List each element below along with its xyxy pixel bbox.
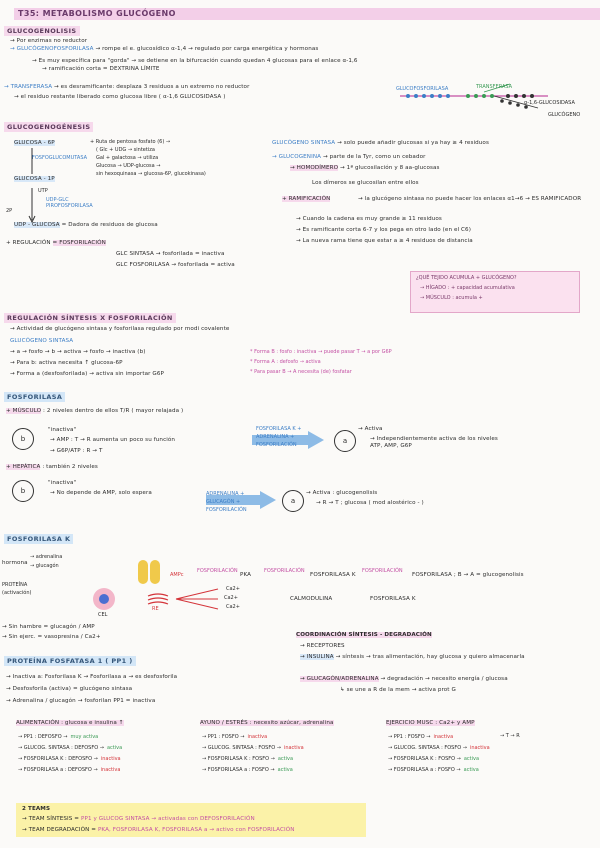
- text-line: → RECEPTORES: [300, 643, 345, 649]
- label-activacion: (activación): [2, 590, 32, 596]
- label-fosforilacion: FOSFORILACIÓN: [362, 568, 403, 574]
- text-line: + REGULACIÓN = FOSFORILACIÓN: [6, 240, 106, 246]
- text-line: → Por enzimas no reductor: [10, 38, 88, 44]
- text-line: → Es ramificante corta 6-7 y los pega en otro lado (en el C6): [296, 227, 471, 233]
- text-line: → Cuando la cadena es muy grande ≥ 11 residuos: [296, 216, 442, 222]
- label-proteina: PROTEÍNA: [2, 582, 28, 588]
- text-line: GLC SINTASA → fosforilada = inactiva: [116, 251, 225, 257]
- label-re: RE: [152, 606, 159, 612]
- table-row: [18, 745, 122, 751]
- text-line: → Desfosforila (activa) = glucógeno sintasa: [6, 686, 133, 692]
- text-line: → Forma a (desfosforilada) → activa sin importar G6P: [10, 371, 164, 377]
- note-line: Glucosa → UDP-glucosa →: [96, 163, 161, 169]
- table-cell-label: → FOSFORILASA a : FOSFO →: [388, 767, 461, 773]
- text-line: GLUCÓGENO SINTASA → solo puede añadir glucosas si ya hay ≥ 4 residuos: [272, 140, 489, 146]
- enzyme-a-circle: a: [282, 490, 304, 512]
- label-hormona: hormona: [2, 560, 28, 566]
- note-line: sin hexoquinasa → glucosa-6P, glucokinasa): [96, 171, 206, 177]
- table-cell-label: → GLUCOG. SINTASA : FOSFO →: [388, 745, 467, 751]
- label-fosforilasa-k: FOSFORILASA K: [370, 596, 416, 602]
- text-line: → ramificación corta = DEXTRINA LÍMITE: [42, 66, 160, 72]
- table-row: [202, 756, 293, 762]
- label-calmodulina: CALMODULINA: [290, 596, 333, 602]
- text-line: → la glucógeno sintasa no puede hacer los enlaces α1→6 → ES RAMIFICADOR: [358, 196, 582, 202]
- text-line: → AMP : T → R aumenta un poco su función: [50, 437, 176, 443]
- note-line: ( Glc + UDG → sintetiza: [96, 147, 155, 153]
- text-line: + RAMIFICACIÓN: [282, 196, 331, 202]
- enzyme-a-circle: a: [334, 430, 356, 452]
- table-row: [202, 767, 293, 773]
- label-ca: Ca2+: [226, 604, 240, 610]
- text-line: → a → fosfo → b → activa → fosfo → inactiva (b): [10, 349, 146, 355]
- enzyme-name: → GLUCÓGENOFOSFORILASA: [10, 46, 94, 52]
- label-fosforilacion: FOSFORILACIÓN: [197, 568, 238, 574]
- note-line: + Ruta de pentosa fosfato (6) →: [90, 139, 171, 145]
- label-ca: Ca2+: [226, 586, 240, 592]
- table-cell-label: → FOSFORILASA K : FOSFO →: [388, 756, 461, 762]
- text-line: ↳ se une a R de la mem → activa prot G: [340, 687, 456, 693]
- label-glucofosforilasa: GLUCOFOSFORILASA: [396, 86, 449, 92]
- label-glucagon: → glucagón: [30, 563, 59, 569]
- er-icon: [146, 592, 170, 606]
- section-glucogenogenesis-header: GLUCOGENOGÉNESIS: [4, 122, 93, 132]
- enzyme-udpglc-pirofosforilasa: UDP-GLC PIROFOSFORILASA: [46, 197, 93, 209]
- label-glucosidasa: α-1,6-GLUCOSIDASA: [524, 100, 575, 106]
- table-cell-label: → FOSFORILASA K : FOSFO →: [202, 756, 275, 762]
- table-row: [202, 734, 267, 740]
- text-line: → R → T ; glucosa ( mod alostérico - ): [316, 500, 424, 506]
- text-detail: → rompe el e. glucosídico α-1,4 → regulado por carga energética y hormonas: [95, 46, 319, 52]
- table-cell-value: inactiva: [283, 745, 304, 751]
- table-cell-value: inactiva: [100, 756, 121, 762]
- table-row: [18, 767, 120, 773]
- label-adrenalina: → adrenalina: [30, 554, 63, 560]
- text-line: → Independientemente activa de los niveles ATP, AMP, G6P: [370, 436, 498, 449]
- text-line: "inactiva": [48, 427, 77, 433]
- question-answer: → HÍGADO : + capacidad acumulativa: [420, 285, 515, 291]
- table-row: [388, 767, 479, 773]
- table-cell-value: activa: [277, 767, 293, 773]
- text-line: → Adrenalina / glucagón → fosforilan PP1 = inactiva: [6, 698, 156, 704]
- table-cell-value: inactiva: [100, 767, 121, 773]
- metabolite-udp-glucosa: UDP - GLUCOSA = Dadora de residuos de glucosa: [14, 222, 158, 228]
- text-line: + MÚSCULO : 2 niveles dentro de ellos T/R ( mayor relajada ): [6, 408, 184, 414]
- table-cell-label: → FOSFORILASA a : DEFOSFO →: [18, 767, 98, 773]
- table-cell-value: activa: [463, 767, 479, 773]
- text-line: * Forma B : fosfo : inactiva → puede pasar T → a por G6P: [250, 349, 392, 355]
- arrow-label: ADRENALINA + GLUCAGÓN + FOSFORILACIÓN: [206, 491, 247, 513]
- table-cell-value: muy activa: [70, 734, 99, 740]
- table-cell-label: → FOSFORILASA K : DEFOSFO →: [18, 756, 98, 762]
- text-line: [10, 46, 318, 53]
- table-cell-label: → GLUCOG. SINTASA : FOSFO →: [202, 745, 281, 751]
- text-line: * Para pasar B → A necesita (de) fosfatar: [250, 369, 352, 375]
- table-header: ALIMENTACIÓN : glucosa e insulina ↑: [16, 720, 124, 726]
- text-line: → Activa : glucogenolisis: [306, 490, 378, 496]
- table-cell-value: activa: [106, 745, 123, 751]
- label-pka: PKA: [240, 572, 252, 578]
- text-line: → Activa: [358, 426, 383, 432]
- label-fosforilasa-b-a: FOSFORILASA ; B → A = glucogenolisis: [412, 572, 524, 578]
- text-line: → Es muy específica para "gorda" → se detiene en la bifurcación cuando quedan 4 glucosas para el enlace α-1,6: [32, 58, 358, 64]
- table-cell-label: → PP1 : FOSFO →: [202, 734, 245, 740]
- text-line: → Actividad de glucógeno sintasa y fosforilasa regulado por modi covalente: [10, 326, 230, 332]
- text-line: → GLUCAGÓN/ADRENALINA → degradación → necesito energía / glucosa: [300, 676, 508, 682]
- label-ca: Ca2+: [224, 595, 238, 601]
- subheader-sintasa: GLUCÓGENO SINTASA: [10, 338, 74, 344]
- text-line: → Sin hambre = glucagón / AMP: [2, 624, 95, 630]
- table-cell-label: → PP1 : FOSFO →: [388, 734, 431, 740]
- table-cell-label: → FOSFORILASA a : FOSFO →: [202, 767, 275, 773]
- enzyme-fosfoglucomutasa: FOSFOGLUCOMUTASA: [32, 155, 88, 161]
- table-row: [388, 756, 479, 762]
- table-row: [18, 756, 121, 762]
- text-line: → el residuo restante liberado como glucosa libre ( α-1,6 GLUCOSIDASA ): [14, 94, 226, 100]
- arrow-label: FOSFORILASA K + ADRENALINA + FOSFORILACIÓN: [256, 426, 302, 448]
- enzyme-b-circle: b: [12, 428, 34, 450]
- calcium-release-arrows: [174, 586, 220, 612]
- text-line: → GLUCOGENINA → parte de la Tyr, como un cebador: [272, 154, 426, 160]
- page-title: T35: METABOLISMO GLUCÓGENO: [14, 8, 600, 20]
- enzyme-b-circle: b: [12, 480, 34, 502]
- question-title: ¿QUÉ TEJIDO ACUMULA + GLUCÓGENO?: [416, 275, 517, 281]
- table-row: [18, 734, 98, 740]
- question-answer: → MÚSCULO : acumula +: [420, 295, 483, 301]
- table-row: [388, 734, 453, 740]
- text-detail: → es desramificante: desplaza 3 residuos a un extremo no reductor: [54, 84, 250, 90]
- table-cell-label: → PP1 : DEFOSFO →: [18, 734, 68, 740]
- metabolite-g6p: GLUCOSA - 6P: [14, 140, 55, 146]
- text-line: [4, 84, 249, 91]
- note-line: Gal + galactosa → utiliza: [96, 155, 159, 161]
- text-line: → Inactiva a: Fosforilasa K → Fosforilasa a → es desfosforila: [6, 674, 178, 680]
- table-cell-value: inactiva: [433, 734, 454, 740]
- text-line: → Sin ejerc. = vasopresina / Ca2+: [2, 634, 101, 640]
- table-cell-value: activa: [463, 756, 480, 762]
- label-fosforilacion: FOSFORILACIÓN: [264, 568, 305, 574]
- table-header: EJERCICIO MUSC : Ca2+ y AMP: [386, 720, 475, 726]
- section-regulacion-header: REGULACIÓN SÍNTESIS X FOSFORILACIÓN: [4, 313, 176, 323]
- text-line: → INSULINA → síntesis → tras alimentación, hay glucosa y quiero almacenarla: [300, 654, 525, 660]
- label-cel: CEL: [98, 612, 108, 618]
- text-line: → TEAM DEGRADACIÓN = PKA, FOSFORILASA K, FOSFORILASA a → activo con FOSFORILACIÓN: [22, 827, 295, 833]
- text-line: → HOMODÍMERO → 1ª glucosilación y 8 aa-glucosas: [290, 165, 440, 171]
- table-row: [388, 745, 490, 751]
- text-line: + HEPÁTICA : también 2 niveles: [6, 464, 98, 470]
- table-cell-label: → GLUCOG. SINTASA : DEFOSFO →: [18, 745, 104, 751]
- enzyme-name: → TRANSFERASA: [4, 84, 53, 90]
- section-glucogenolisis-header: GLUCOGENOLISIS: [4, 26, 80, 36]
- metabolite-utp: UTP: [38, 188, 48, 194]
- table-header: AYUNO / ESTRÉS : necesito azúcar, adrenalina: [200, 720, 334, 726]
- text-line: → No depende de AMP, solo espera: [50, 490, 152, 496]
- table-cell-value: inactiva: [247, 734, 268, 740]
- section-fosforilasa-k-header: FOSFORILASA K: [4, 534, 73, 544]
- text-line: → La nueva rama tiene que estar a ≥ 4 residuos de distancia: [296, 238, 473, 244]
- pathway-arrow: [28, 146, 38, 224]
- metabolite-g1p: GLUCOSA - 1P: [14, 176, 55, 182]
- text-line: → TEAM SÍNTESIS = PP1 y GLUCOG SINTASA → activadas con DEFOSFORILACIÓN: [22, 816, 255, 822]
- label-glucogeno: GLUCÓGENO: [548, 112, 581, 118]
- teams-header: 2 TEAMS: [22, 806, 51, 812]
- cell-icon: [90, 586, 126, 612]
- text-line: → G6P/ATP : R → T: [50, 448, 103, 454]
- text-line: Los dímeros se glucosilan entre ellos: [312, 180, 419, 186]
- section-pp1-header: PROTEÍNA FOSFATASA 1 ( PP1 ): [4, 656, 136, 666]
- table-row: [202, 745, 304, 751]
- text-line: → T → R: [500, 733, 520, 739]
- label-fosforilasa-k: FOSFORILASA K: [310, 572, 356, 578]
- section-fosforilasa-header: FOSFORILASA: [4, 392, 65, 402]
- text-line: GLC FOSFORILASA → fosforilada = activa: [116, 262, 235, 268]
- text-line: "inactiva": [48, 480, 77, 486]
- table-cell-value: inactiva: [469, 745, 490, 751]
- metabolite-2p: 2P: [6, 208, 13, 214]
- label-ampc: AMPc: [170, 572, 184, 578]
- text-line: * Forma A : defosfo → activa: [250, 359, 321, 365]
- label-transferasa: TRANSFERASA: [476, 84, 513, 90]
- text-line: → Para b: activa necesita ↑ glucosa-6P: [10, 360, 123, 366]
- table-cell-value: activa: [277, 756, 294, 762]
- section-coordinacion-header: COORDINACIÓN SÍNTESIS - DEGRADACIÓN: [296, 632, 432, 638]
